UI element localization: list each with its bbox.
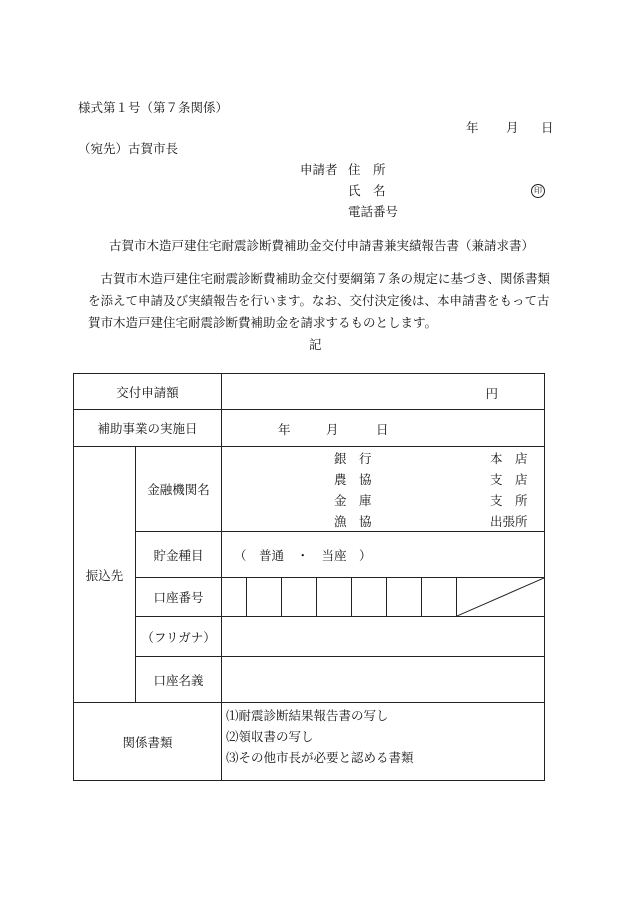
account-type-value: （ 普通 ・ 当座 ）: [234, 547, 372, 563]
related-docs-label: 関係書類: [74, 703, 222, 781]
bank-type-bank: 銀 行: [334, 451, 372, 466]
furigana-field[interactable]: [222, 617, 545, 657]
date-month-label: 月: [506, 120, 519, 135]
bank-type-nokyo: 農 協: [334, 472, 372, 487]
account-digit-6[interactable]: [387, 578, 422, 616]
date-year-label: 年: [466, 120, 479, 135]
implementation-date-label: 補助事業の実施日: [74, 410, 222, 447]
address-label: 住 所: [348, 162, 386, 177]
account-type-label: 貯金種目: [136, 532, 222, 578]
form-number: 様式第１号（第７条関係）: [78, 100, 229, 115]
date-day-label: 日: [541, 120, 554, 135]
account-number-field[interactable]: [222, 578, 545, 617]
impl-year-label: 年: [278, 422, 291, 437]
account-digit-7[interactable]: [422, 578, 457, 616]
account-holder-label: 口座名義: [136, 657, 222, 703]
doc-item-other: ⑶その他市長が必要と認める書類: [226, 750, 414, 765]
amount-unit: 円: [485, 386, 498, 401]
addressee: （宛先）古賀市長: [78, 141, 179, 156]
implementation-date-field[interactable]: [222, 410, 545, 447]
related-docs-list: [222, 703, 545, 781]
application-table: [73, 373, 545, 781]
account-number-label: 口座番号: [136, 578, 222, 617]
amount-label: 交付申請額: [74, 374, 222, 410]
impl-day-label: 日: [376, 422, 389, 437]
impl-month-label: 月: [326, 422, 339, 437]
name-label: 氏 名: [348, 183, 386, 198]
ki-label: 記: [309, 337, 322, 352]
phone-label: 電話番号: [348, 204, 399, 219]
doc-item-receipt: ⑵領収書の写し: [226, 729, 314, 744]
bank-label: 金融機関名: [136, 447, 222, 532]
amount-field[interactable]: [222, 374, 545, 410]
account-digit-2[interactable]: [247, 578, 282, 616]
seal-mark: 印: [531, 181, 545, 198]
account-digit-4[interactable]: [317, 578, 352, 616]
branch-type-honten: 本 店: [490, 451, 528, 466]
doc-item-diagnosis-report: ⑴耐震診断結果報告書の写し: [226, 708, 389, 723]
account-type-field[interactable]: [222, 532, 545, 578]
bank-type-kinko: 金 庫: [334, 493, 372, 508]
bank-field[interactable]: [222, 447, 545, 532]
branch-type-shutchojo: 出張所: [490, 514, 528, 529]
document-title: 古賀市木造戸建住宅耐震診断費補助金交付申請書兼実績報告書（兼請求書）: [109, 238, 535, 253]
furigana-label: （フリガナ）: [136, 617, 222, 657]
diagonal-slash: [457, 578, 544, 616]
account-digit-3[interactable]: [282, 578, 317, 616]
applicant-label: 申請者: [300, 162, 338, 177]
branch-type-shiten: 支 店: [490, 472, 528, 487]
bank-type-gyokyo: 漁 協: [334, 514, 372, 529]
account-digit-5[interactable]: [352, 578, 387, 616]
account-holder-field[interactable]: [222, 657, 545, 703]
account-digit-1[interactable]: [222, 578, 247, 616]
transfer-label: 振込先: [74, 447, 136, 703]
body-paragraph: 古賀市木造戸建住宅耐震診断費補助金交付要綱第７条の規定に基づき、関係書類を添えて申請及び実績報告を行います。なお、交付決定後は、本申請書をもって古賀市木造戸建住宅耐震診断費補助金を請求するものとします。: [88, 271, 551, 330]
account-digit-unused: [457, 578, 544, 616]
branch-type-shisho: 支 所: [490, 493, 528, 508]
